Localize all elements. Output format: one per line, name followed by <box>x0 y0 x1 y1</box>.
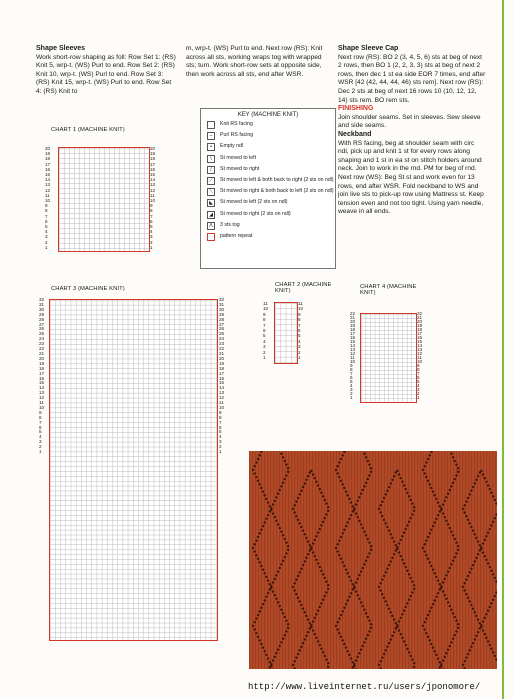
move-right-back-left-icon: ⟍ <box>207 188 215 196</box>
key-item: – Purl RS facing <box>207 132 335 140</box>
body-text: Next row (RS): BO 2 (3, 4, 5, 6) sts at beg of next 2 rows, then BO 1 (2, 2, 3, 3) sts at beg of next 2 rows, then dec 1 st ea side EOR 7 times, end after WSR [42 (42, 44, 44, 46) sts rem]. Next row (RS): Dec 2 sts at beg of next 16 rows 10 (10, 12, 12, 14) sts rem. BO rem sts. <box>338 53 486 104</box>
empty-needle-icon: • <box>207 143 215 151</box>
right-two-sts-icon: ◢ <box>207 211 215 219</box>
key-item: \ St moved to left <box>207 155 335 163</box>
section-title: Shape Sleeves <box>36 45 86 52</box>
chart-2-title: CHART 2 (MACHINE KNIT) <box>275 282 332 294</box>
chart-1-title: CHART 1 (MACHINE KNIT) <box>51 127 125 133</box>
lace-diamond-pattern <box>249 451 497 669</box>
key-item: / St moved to right <box>207 166 335 174</box>
key-item: Knit RS facing <box>207 121 335 129</box>
chart-1-row-numbers: 20 19 18 17 16 15 14 13 12 11 10 9 8 7 6 5 4 3 2 1 <box>45 146 51 250</box>
purl-symbol-icon: – <box>207 132 215 140</box>
key-item: Λ 3 sts tog <box>207 222 335 230</box>
three-tog-icon: Λ <box>207 222 215 230</box>
chart-3-grid <box>49 299 218 641</box>
body-text: m, wrp-t. (WS) Purl to end. Next row (RS): Knit across all sts, working wraps tog with wrapped sts; turn. Work short-row sets at opposite side, then work across all sts, end after WSR. <box>186 45 323 78</box>
section-title: Neckband <box>338 130 372 138</box>
source-url: http://www.liveinternet.ru/users/jponomore/ <box>248 682 481 692</box>
body-text: Work short-row shaping as foll: Row Set 1: (RS) Knit 5, wrp-t. (WS) Purl to end. Row Set 2: (RS) Knit 10, wrp-t. (WS) Purl to end. Row Set 3: (RS) Knit 15, wrp-t. (WS) Purl to end. Row Set 4: (RS) Knit to <box>36 53 176 95</box>
knit-swatch-photo <box>249 451 497 669</box>
key-item: ◣ St moved to left (2 sts on ndl) <box>207 199 335 207</box>
chart-key <box>200 108 336 269</box>
body-text: With RS facing, beg at shoulder seam with circ ndl, pick up and knit 1 st for every rows along shaping and 1 st in ea st on stitch holders around neck. Join to work in the rnd. PM for beg of rnd. Next row (WS): Beg St st and work even for 13 rows, end after WSR. Fold neckband to WS and join live sts to pick-up row using Mattress st. Keep tension even and not too tight. Using yarn needle, weave in all ends. <box>338 139 484 216</box>
key-item: • Empty ndl <box>207 143 335 151</box>
key-item: ⟍ St moved to right & both back to left (2 sts on ndl) <box>207 188 335 196</box>
key-item: ⟋ St moved to left & both back to right (2 sts on ndl) <box>207 177 335 185</box>
chart-3-row-numbers-right: 32 31 30 29 28 27 26 25 24 23 22 21 20 19 18 17 16 15 14 13 12 11 10 9 8 7 6 5 4 3 2 1 <box>219 297 225 455</box>
chart-2-row-numbers-right: 11 10 9 8 7 6 5 4 3 2 1 <box>298 301 304 361</box>
chart-2-grid <box>274 302 298 364</box>
left-two-sts-icon: ◣ <box>207 199 215 207</box>
chart-1-grid <box>58 147 150 252</box>
section-title: Shape Sleeve Cap <box>338 45 399 52</box>
chart-4-grid <box>360 313 417 403</box>
chart-4-row-numbers-right: 22 21 20 19 18 17 16 15 14 13 12 11 10 9 8 7 6 5 4 3 2 1 <box>417 311 423 400</box>
key-title: KEY (MACHINE KNIT) <box>237 112 299 118</box>
finishing-title: FINISHING <box>338 105 374 113</box>
text-column-middle <box>186 45 326 79</box>
knit-symbol-icon <box>207 121 215 129</box>
move-left-back-right-icon: ⟋ <box>207 177 215 185</box>
page-edge-bar <box>502 0 504 699</box>
chart-3-row-numbers: 32 31 30 29 28 27 26 25 24 23 22 21 20 19 18 17 16 15 14 13 12 11 10 9 8 7 6 5 4 3 2 1 <box>39 297 45 455</box>
chart-4-row-numbers: 22 21 20 19 18 17 16 15 14 13 12 11 10 9 8 7 6 5 4 3 2 1 <box>350 311 356 400</box>
chart-3-title: CHART 3 (MACHINE KNIT) <box>51 286 125 292</box>
text-column-left <box>36 45 176 97</box>
move-left-icon: \ <box>207 155 215 163</box>
body-text: Join shoulder seams. Set in sleeves. Sew sleeve and side seams. <box>338 113 481 130</box>
key-item: pattern repeat <box>207 233 335 241</box>
chart-2-row-numbers: 11 10 9 8 7 6 5 4 3 2 1 <box>263 301 269 361</box>
chart-4-title: CHART 4 (MACHINE KNIT) <box>360 284 417 296</box>
pattern-repeat-icon <box>207 233 215 241</box>
chart-1-row-numbers-right: 20 19 18 17 16 15 14 13 12 11 10 9 8 7 6 5 4 3 2 1 <box>150 146 156 250</box>
key-item: ◢ St moved to right (2 sts on ndl) <box>207 211 335 219</box>
text-column-right <box>338 45 486 217</box>
move-right-icon: / <box>207 166 215 174</box>
